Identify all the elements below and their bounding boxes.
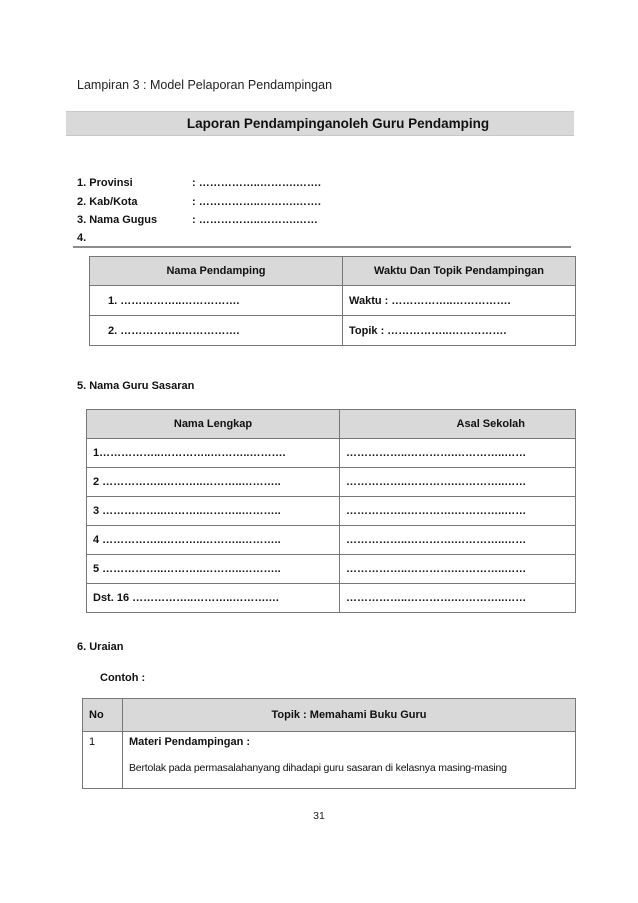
table-cell: 1. ……………..……………. [90,286,343,316]
table-cell: ……………..………….…………..…… [340,526,576,555]
field-kab-kota [0,196,638,210]
materi-cell [123,732,576,789]
table-header-row [90,257,576,286]
table-cell: 1……………..…………..………..………. [87,439,340,468]
field-4 [0,232,638,246]
field-nama-gugus [0,214,638,228]
table-cell: ……………..………….…………..…… [340,584,576,613]
field-label: 3. Nama Gugus [77,214,158,226]
table-row [90,286,576,316]
table-row [87,439,576,468]
field-label: 4. [77,232,87,244]
appendix-caption: Lampiran 3 : Model Pelaporan Pendampingan [77,78,333,92]
table-cell: Waktu : ……………..……………. [343,286,576,316]
section-5-label: 5. Nama Guru Sasaran [77,380,195,392]
page-number: 31 [313,810,325,822]
materi-label: Materi Pendampingan : [129,736,251,748]
table-cell: 4 ……………..………..………..……….. [87,526,340,555]
table-cell: Topik : ……………..……………. [343,316,576,346]
column-header: No [83,699,123,732]
field-label: 2. Kab/Kota [77,196,138,208]
field-value: : ……………..……….…… [192,214,318,226]
section-divider [73,246,571,248]
column-header: Nama Lengkap [87,410,340,439]
report-title-bar [66,111,574,136]
materi-text: Bertolak pada permasalahanyang dihadapi guru sasaran di kelasnya masing-masing [129,762,507,774]
field-value: : ……………..……….……. [192,196,321,208]
table-cell: 5 ……………..………..………..……….. [87,555,340,584]
table-row [90,316,576,346]
field-label: 1. Provinsi [77,177,133,189]
table-cell: Dst. 16 ……………..………..……….… [87,584,340,613]
field-provinsi [0,177,638,191]
table-cell: 3 ……………..………..………..……….. [87,497,340,526]
report-title: Laporan Pendampinganoleh Guru Pendamping [186,116,490,131]
table-row [83,732,576,789]
table-cell: 2 ……………..………..………..……….. [87,468,340,497]
column-header: Nama Pendamping [90,257,343,286]
table-cell: ……………..………….…………..…… [340,497,576,526]
table-row [87,584,576,613]
field-value: : ……………..……….……. [192,177,321,189]
sasaran-table [86,409,576,613]
column-header: Topik : Memahami Buku Guru [123,699,576,732]
table-row [87,526,576,555]
table-header-row [83,699,576,732]
uraian-table [82,698,576,789]
table-cell: 2. ……………..……………. [90,316,343,346]
table-row [87,555,576,584]
section-6-label: 6. Uraian [77,641,124,653]
pendamping-table [89,256,576,346]
table-cell: ……………..………….…………..…… [340,439,576,468]
table-row [87,497,576,526]
row-number: 1 [83,732,123,789]
table-cell: ……………..………….…………..…… [340,468,576,497]
column-header: Asal Sekolah [340,410,576,439]
table-cell: ……………..………….…………..…… [340,555,576,584]
column-header: Waktu Dan Topik Pendampingan [343,257,576,286]
contoh-label: Contoh : [100,672,146,684]
table-row [87,468,576,497]
table-header-row [87,410,576,439]
